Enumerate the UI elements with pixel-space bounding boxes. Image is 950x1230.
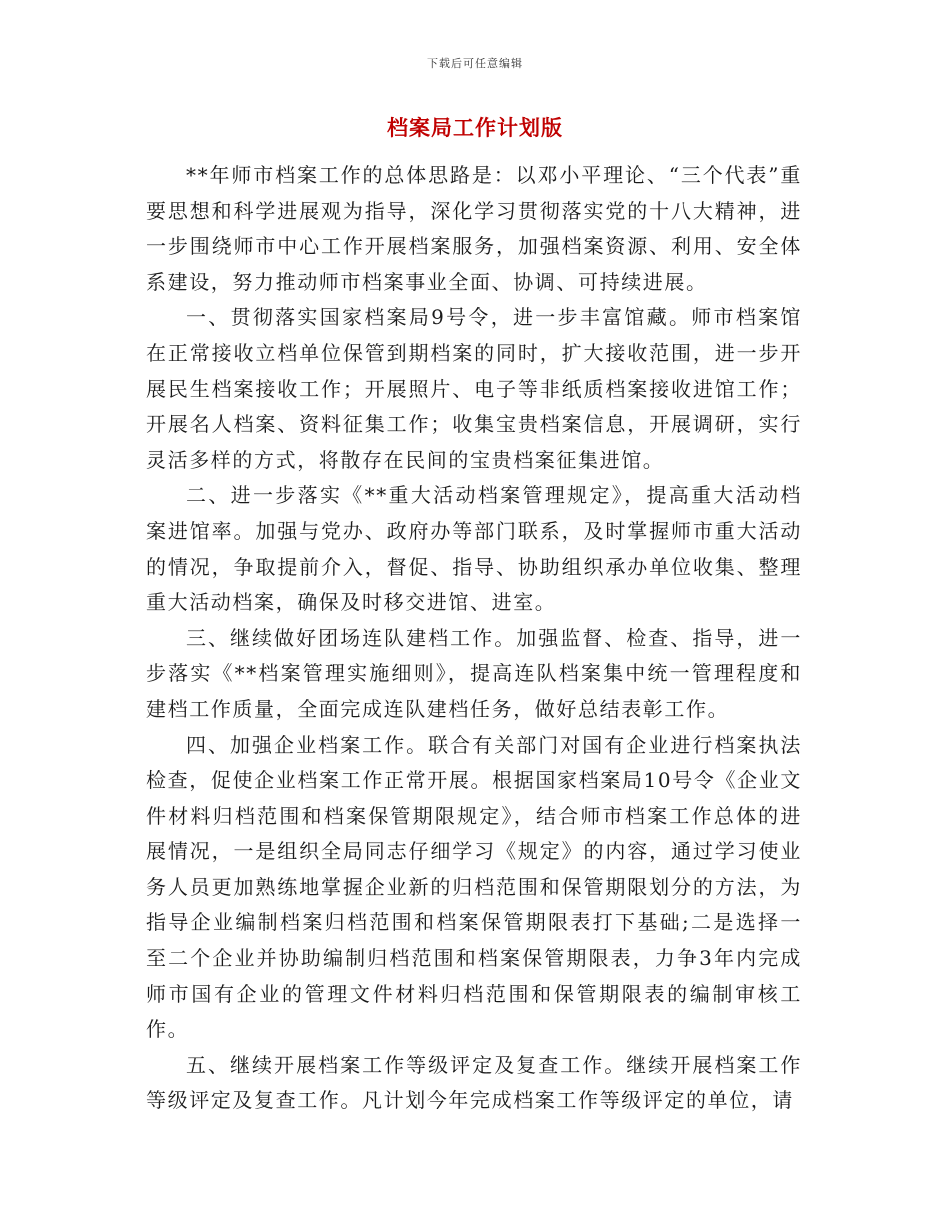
paragraph-item-2: 二、进一步落实《**重大活动档案管理规定》，提高重大活动档案进馆率。加强与党办、政府办等部门联系，及时掌握师市重大活动的情况，争取提前介入，督促、指导、协助组织承办单位收集、整理重大活动档案，确保及时移交进馆、进室。 [146, 483, 802, 615]
header-note: 下载后可任意编辑 [427, 57, 523, 70]
paragraph-item-5: 五、继续开展档案工作等级评定及复查工作。继续开展档案工作等级评定及复查工作。凡计划今年完成档案工作等级评定的单位，请 [146, 1052, 802, 1113]
document-body [146, 158, 802, 1119]
paragraph-item-3: 三、继续做好团场连队建档工作。加强监督、检查、指导，进一步落实《**档案管理实施细则》，提高连队档案集中统一管理程度和建档工作质量，全面完成连队建档任务，做好总结表彰工作。 [146, 625, 802, 721]
paragraph-item-1: 一、贯彻落实国家档案局9号令，进一步丰富馆藏。师市档案馆在正常接收立档单位保管到期档案的同时，扩大接收范围，进一步开展民生档案接收工作；开展照片、电子等非纸质档案接收进馆工作；开展名人档案、资料征集工作；收集宝贵档案信息，开展调研，实行灵活多样的方式，将散存在民间的宝贵档案征集进馆。 [146, 305, 802, 472]
document-title: 档案局工作计划版 [387, 116, 563, 140]
paragraph-item-4: 四、加强企业档案工作。联合有关部门对国有企业进行档案执法检查，促使企业档案工作正常开展。根据国家档案局10号令《企业文件材料归档范围和档案保管期限规定》，结合师市档案工作总体的进展情况，一是组织全局同志仔细学习《规定》的内容，通过学习使业务人员更加熟练地掌握企业新的归档范围和保管期限划分的方法，为指导企业编制档案归档范围和档案保管期限表打下基础;二是选择一至二个企业并协助编制归档范围和档案保管期限表，力争3年内完成师市国有企业的管理文件材料归档范围和保管期限表的编制审核工作。 [146, 732, 802, 1042]
paragraph-intro: **年师市档案工作的总体思路是：以邓小平理论、“三个代表”重要思想和科学进展观为指导，深化学习贯彻落实党的十八大精神，进一步围绕师市中心工作开展档案服务，加强档案资源、利用、安全体系建设，努力推动师市档案事业全面、协调、可持续进展。 [146, 163, 802, 294]
